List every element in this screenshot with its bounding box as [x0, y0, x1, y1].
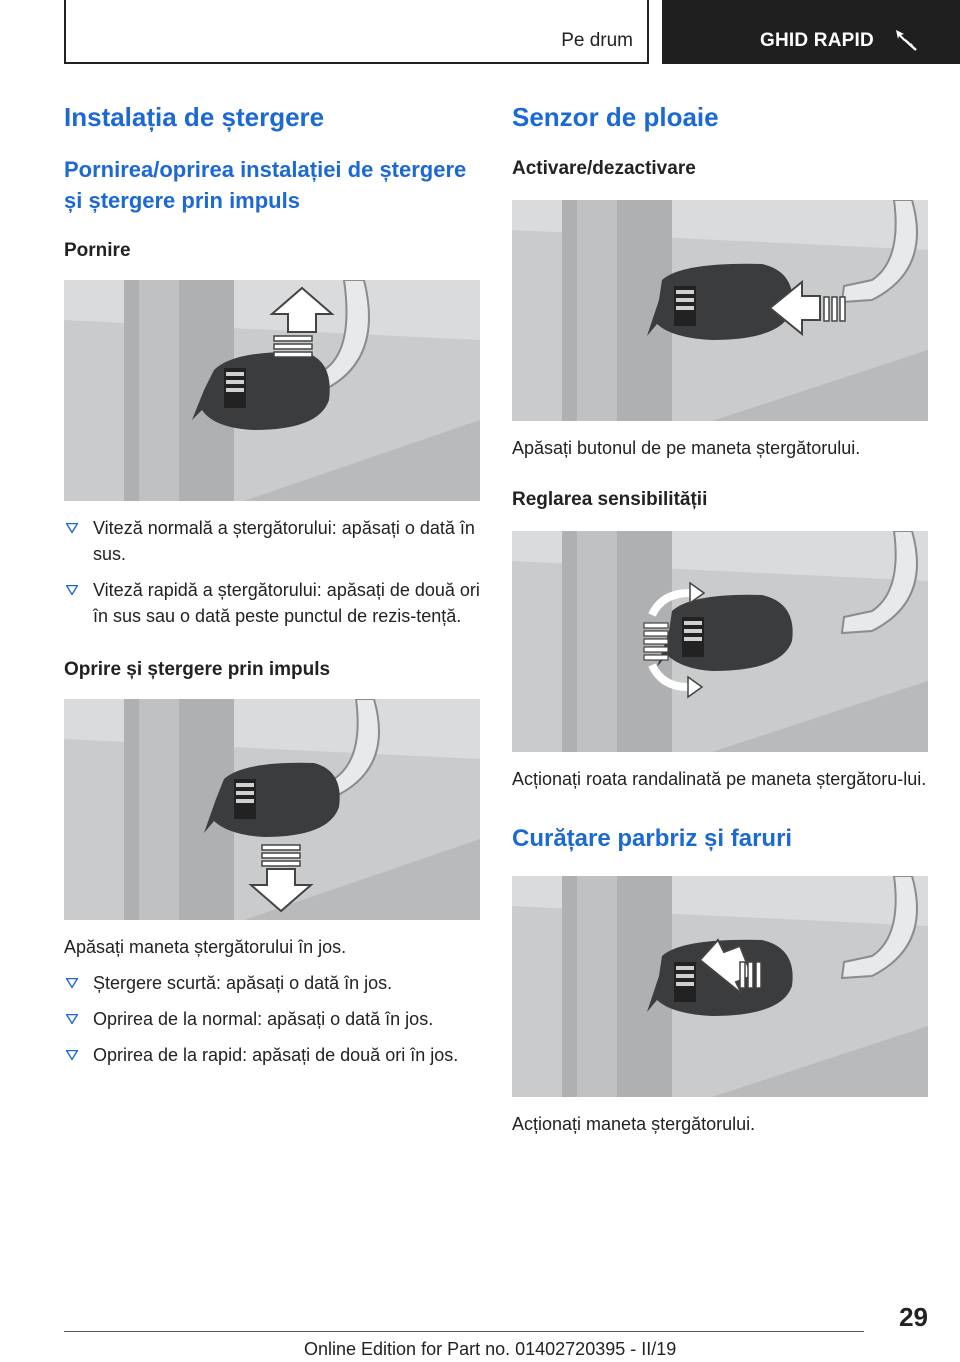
- stop-bullet-3: Oprirea de la rapid: apăsați de două ori în jos.: [64, 1042, 480, 1068]
- triangle-bullet-icon: [66, 978, 78, 988]
- triangle-bullet-icon: [66, 585, 78, 595]
- photo-knurled-wheel: [512, 531, 928, 752]
- footer-divider: [64, 1331, 864, 1332]
- right-column: [512, 100, 928, 1147]
- header-section-title: Pe drum: [561, 30, 633, 51]
- quick-guide-label: GHID RAPID: [760, 30, 874, 51]
- start-bullet-2: Viteză rapidă a ștergătorului: apăsați de două ori în sus sau o dată peste punctul de rezis-tență.: [64, 577, 480, 629]
- quick-guide-tab[interactable]: [662, 0, 960, 64]
- cleaning-text: Acționați maneta ștergătorului.: [512, 1114, 756, 1134]
- left-column: [64, 100, 480, 1078]
- activate-text: Apăsați butonul de pe maneta ștergătorului.: [512, 438, 861, 458]
- sensitivity-text: Acționați roata randalinată pe maneta ștergătoru-lui.: [512, 769, 927, 789]
- start-heading: Pornire: [64, 240, 131, 261]
- stop-bullet-2: Oprirea de la normal: apăsați o dată în jos.: [64, 1006, 480, 1032]
- stop-intro-text: Apăsați maneta ștergătorului în jos.: [64, 937, 347, 957]
- sensitivity-heading: Reglarea sensibilității: [512, 489, 708, 510]
- windscreen-cleaning-title: Curățare parbriz și faruri: [512, 825, 793, 852]
- photo-rain-sensor-button: [512, 200, 928, 421]
- wrench-bolt-icon: [894, 28, 918, 52]
- wiper-onoff-subtitle: Pornirea/oprirea instalației de ștergere și ștergere prin impuls: [64, 157, 467, 213]
- triangle-bullet-icon: [66, 1050, 78, 1060]
- start-bullet-1: Viteză normală a ștergătorului: apăsați o dată în sus.: [64, 515, 480, 567]
- photo-wiper-up: [64, 280, 480, 501]
- stop-heading: Oprire și ștergere prin impuls: [64, 659, 331, 680]
- page-number: 29: [899, 1302, 928, 1332]
- triangle-bullet-icon: [66, 523, 78, 533]
- rain-sensor-title: Senzor de ploaie: [512, 102, 719, 132]
- photo-wiper-down: [64, 699, 480, 920]
- activate-heading: Activare/dezactivare: [512, 158, 696, 179]
- header-box: [64, 0, 649, 64]
- edition-text: Online Edition for Part no. 01402720395 - II/19: [304, 1339, 677, 1359]
- wiper-system-title: Instalația de ștergere: [64, 102, 325, 132]
- photo-wiper-pull: [512, 876, 928, 1097]
- stop-bullet-1: Ștergere scurtă: apăsați o dată în jos.: [64, 970, 480, 996]
- triangle-bullet-icon: [66, 1014, 78, 1024]
